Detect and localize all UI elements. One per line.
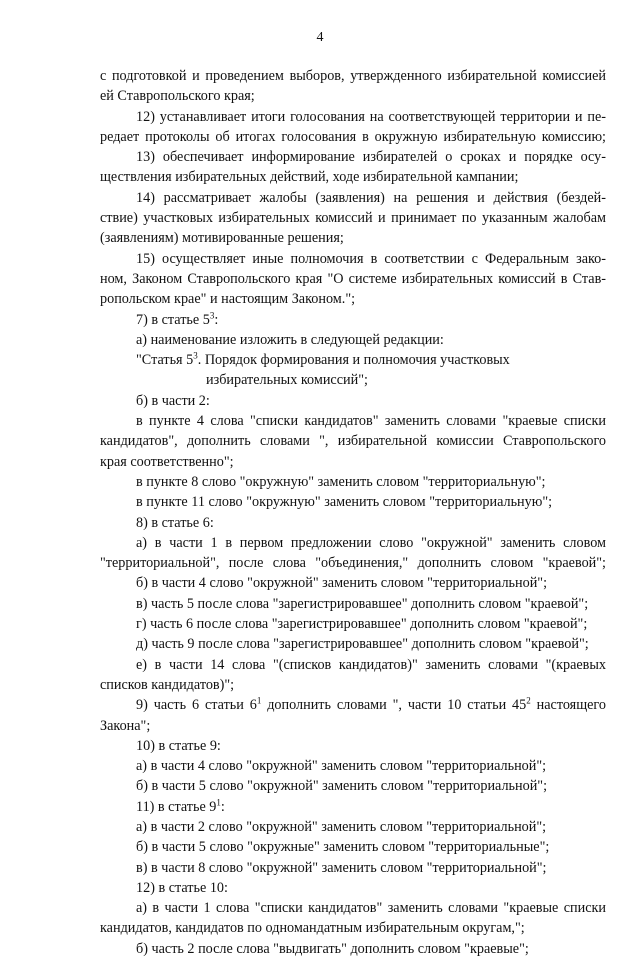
- text-line: б) в части 4 слово "окружной" заменить словом "территориальной";: [136, 575, 548, 592]
- list-item-9: 9) часть 6 статьи $6^1$ дополнить словами ", части 10 статьи $45^2$ настоящего: [136, 695, 606, 714]
- text-line: "территориальной", после слова "объединения," дополнить словом "краевой";: [100, 555, 606, 572]
- text-line: а) в части 2 слово "окружной" заменить словом "территориальной";: [136, 818, 547, 835]
- text-line: ществления избирательных действий, ходе избирательной кампании;: [100, 169, 519, 186]
- text-line: а) в части 1 слова "списки кандидатов" заменить словами "краевые списки: [136, 900, 606, 917]
- article-heading-cont: избирательных комиссий";: [206, 372, 368, 389]
- text-line: ствие) участковых избирательных комиссий и принимает по указанным жалобам: [100, 210, 606, 227]
- text-line: в пункте 11 слово "окружную" заменить словом "территориальную";: [136, 494, 553, 511]
- list-item-15: 15) осуществляет иные полномочия в соответствии с Федеральным зако-: [136, 250, 606, 267]
- list-item-12b: 12) в статье 10:: [136, 879, 228, 896]
- text-line: края соответственно";: [100, 453, 234, 470]
- document-body: [100, 66, 606, 959]
- text-line: в пункте 4 слова "списки кандидатов" заменить словами "краевые списки: [136, 413, 606, 430]
- text-line: редает протоколы об итогах голосования в окружную избирательную комиссию;: [100, 128, 606, 145]
- text-line: в пункте 8 слово "окружную" заменить словом "территориальную";: [136, 473, 546, 490]
- text-line: б) в части 5 слово "окружной" заменить словом "территориальной";: [136, 778, 548, 795]
- text-line: ей Ставропольского края;: [100, 88, 255, 105]
- text-line: ропольском крае" и настоящим Законом.";: [100, 291, 356, 308]
- text-line: ном, Законом Ставропольского края "О системе избирательных комиссий в Став-: [100, 270, 606, 287]
- list-item-8: 8) в статье 6:: [136, 514, 214, 531]
- list-item-14: 14) рассматривает жалобы (заявления) на решения и действия (бездей-: [136, 189, 606, 206]
- text-line: Закона";: [100, 717, 151, 734]
- text-line: б) часть 2 после слова "выдвигать" дополнить словом "краевые";: [136, 940, 529, 957]
- text-line: кандидатов", дополнить словами ", избирательной комиссии Ставропольского: [100, 433, 606, 450]
- text-line: в) в части 8 слово "окружной" заменить словом "территориальной";: [136, 859, 547, 876]
- text-line: (заявлениям) мотивированные решения;: [100, 230, 344, 247]
- article-heading: "Статья $5^3$. Порядок формирования и полномочия участковых: [136, 350, 510, 369]
- text-line: списков кандидатов)";: [100, 676, 235, 693]
- text-line: а) наименование изложить в следующей редакции:: [136, 331, 444, 348]
- list-item-11: 11) в статье $9^1$:: [136, 796, 225, 815]
- text-line: кандидатов, кандидатов по одномандатным избирательным округам,";: [100, 920, 525, 937]
- text-line: г) часть 6 после слова "зарегистрировавшее" дополнить словом "краевой";: [136, 616, 588, 633]
- list-item-7: 7) в статье $5^3$:: [136, 309, 219, 328]
- text-line: а) в части 4 слово "окружной" заменить словом "территориальной";: [136, 758, 547, 775]
- page-number: 4: [316, 30, 324, 45]
- text-line: е) в части 14 слова "(списков кандидатов)" заменить словами "(краевых: [136, 656, 606, 673]
- list-item-10: 10) в статье 9:: [136, 737, 221, 754]
- text-line: в) часть 5 после слова "зарегистрировавшее" дополнить словом "краевой";: [136, 595, 589, 612]
- text-line: б) в части 2:: [136, 392, 210, 409]
- list-item-12: 12) устанавливает итоги голосования на соответствующей территории и пе-: [136, 108, 606, 125]
- text-line: б) в части 5 слово "окружные" заменить словом "территориальные";: [136, 839, 550, 856]
- text-line: с подготовкой и проведением выборов, утвержденного избирательной комиссией: [100, 68, 606, 84]
- text-line: а) в части 1 в первом предложении слово "окружной" заменить словом: [136, 534, 606, 551]
- text-line: д) часть 9 после слова "зарегистрировавшее" дополнить словом "краевой";: [136, 636, 589, 653]
- list-item-13: 13) обеспечивает информирование избирателей о сроках и порядке осу-: [136, 149, 606, 166]
